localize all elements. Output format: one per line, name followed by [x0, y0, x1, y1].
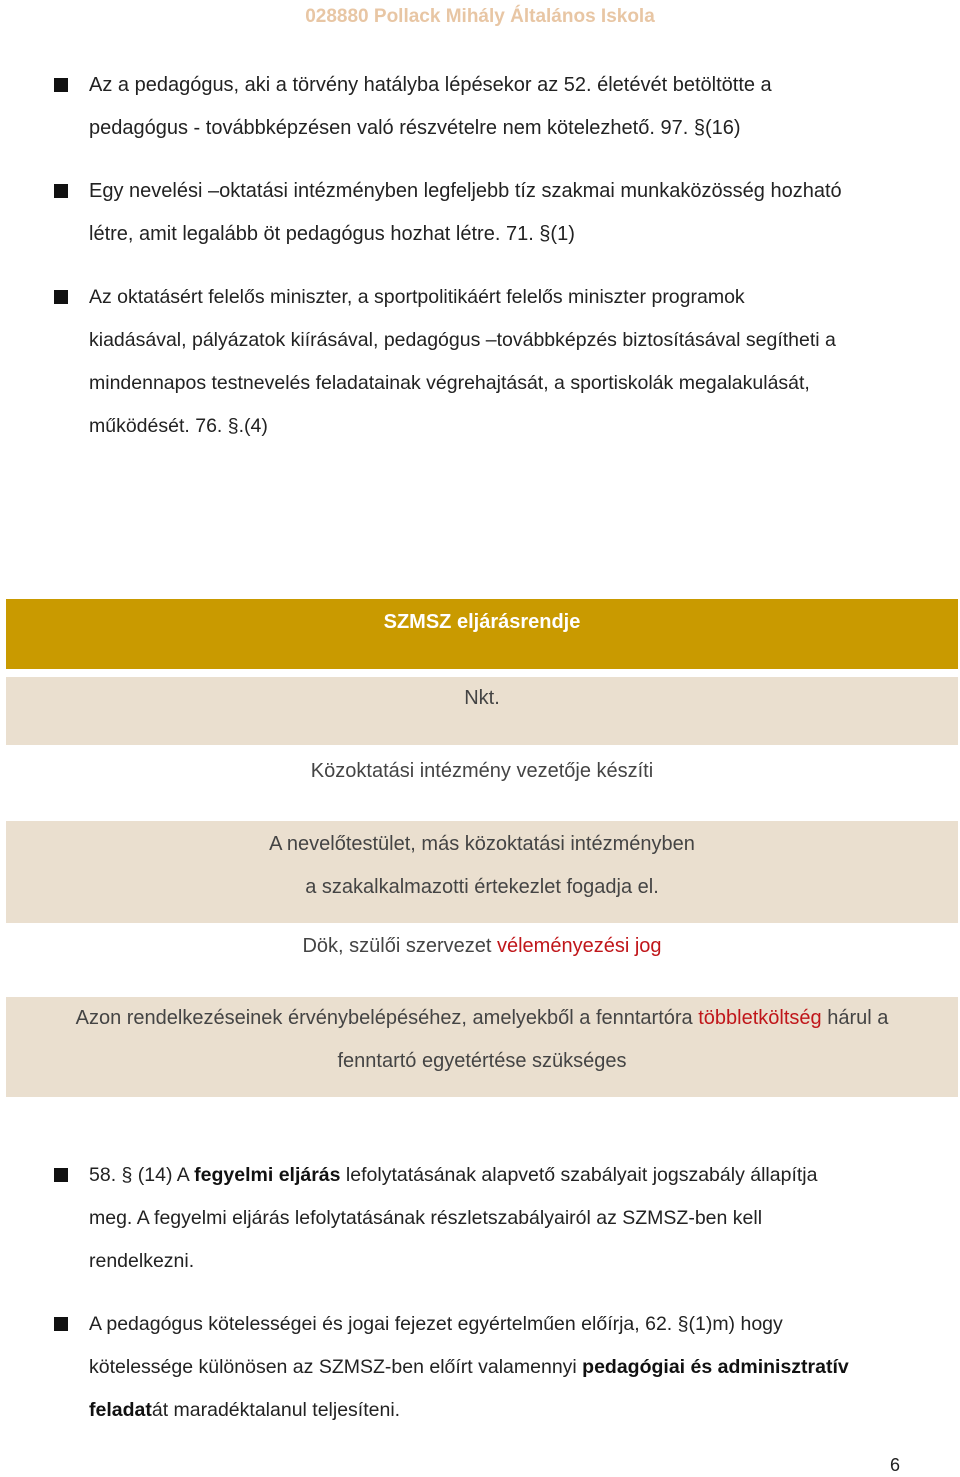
table-cell: A nevelőtestület, más közoktatási intézményben: [269, 833, 695, 855]
bullet-line: A pedagógus kötelességei és jogai fejezet egyértelműen előírja, 62. §(1)m) hogy: [89, 1313, 783, 1335]
bullet-text: át maradéktalanul teljesíteni.: [151, 1399, 401, 1421]
table-row: [6, 750, 958, 818]
square-bullet-icon: [54, 290, 68, 304]
bullet-line: rendelkezni.: [89, 1250, 195, 1272]
bullet-line: [89, 1154, 929, 1197]
bullet-line: [89, 1346, 929, 1389]
document-header: 028880 Pollack Mihály Általános Iskola: [305, 6, 655, 27]
square-bullet-icon: [54, 1317, 68, 1331]
table-cell: fenntartó egyetértése szükséges: [337, 1050, 627, 1072]
table-cell: Nkt.: [464, 687, 500, 709]
highlight-text: többletköltség: [698, 1007, 822, 1029]
table-row: [6, 677, 958, 745]
table-row: [6, 821, 958, 923]
square-bullet-icon: [54, 78, 68, 92]
square-bullet-icon: [54, 1168, 68, 1182]
bullet-text: kötelessége különösen az SZMSZ-ben előírt valamennyi: [89, 1356, 583, 1378]
table-header: [6, 599, 958, 669]
bullet-line: Az a pedagógus, aki a törvény hatályba lépésekor az 52. életévét betöltötte a: [89, 74, 772, 96]
table-cell: [6, 997, 958, 1040]
bullet-line: mindennapos testnevelés feladatainak végrehajtását, a sportiskolák megalakulását,: [89, 372, 810, 394]
bold-text: feladat: [89, 1399, 152, 1421]
bold-text: fegyelmi eljárás: [194, 1164, 341, 1186]
bullet-line: Az oktatásért felelős miniszter, a sportpolitikáért felelős miniszter programok: [89, 286, 745, 308]
table-text: Azon rendelkezéseinek érvénybelépéséhez, amelyekből a fenntartóra: [75, 1007, 699, 1029]
table-cell: Közoktatási intézmény vezetője készíti: [310, 760, 654, 782]
bullet-line: kiadásával, pályázatok kiírásával, pedagógus –továbbképzés biztosításával segítheti a: [89, 329, 836, 351]
bullet-text: lefolytatásának alapvető szabályait jogszabály állapítja: [340, 1164, 818, 1186]
bullet-text: 58. § (14) A: [89, 1164, 195, 1186]
bold-text: pedagógiai és adminisztratív: [582, 1356, 849, 1378]
bullet-line: Egy nevelési –oktatási intézményben legfeljebb tíz szakmai munkaközösség hozható: [89, 180, 842, 202]
highlight-text: véleményezési jog: [496, 935, 662, 957]
bullet-line: működését. 76. §.(4): [89, 415, 268, 437]
bullet-line: [89, 1389, 929, 1432]
bullet-line: létre, amit legalább öt pedagógus hozhat létre. 71. §(1): [89, 223, 575, 245]
table-row: [6, 997, 958, 1097]
page-number: 6: [890, 1455, 901, 1475]
square-bullet-icon: [54, 184, 68, 198]
table-title: SZMSZ eljárásrendje: [383, 611, 581, 633]
table-row: [6, 925, 958, 993]
table-cell: Dök, szülői szervezet: [302, 935, 497, 957]
bullet-line: pedagógus - továbbképzésen való részvételre nem kötelezhető. 97. §(16): [89, 117, 741, 139]
table-cell: a szakalkalmazotti értekezlet fogadja el.: [305, 876, 659, 898]
table-text: hárul a: [821, 1007, 889, 1029]
bullet-line: meg. A fegyelmi eljárás lefolytatásának részletszabályairól az SZMSZ-ben kell: [89, 1207, 763, 1229]
